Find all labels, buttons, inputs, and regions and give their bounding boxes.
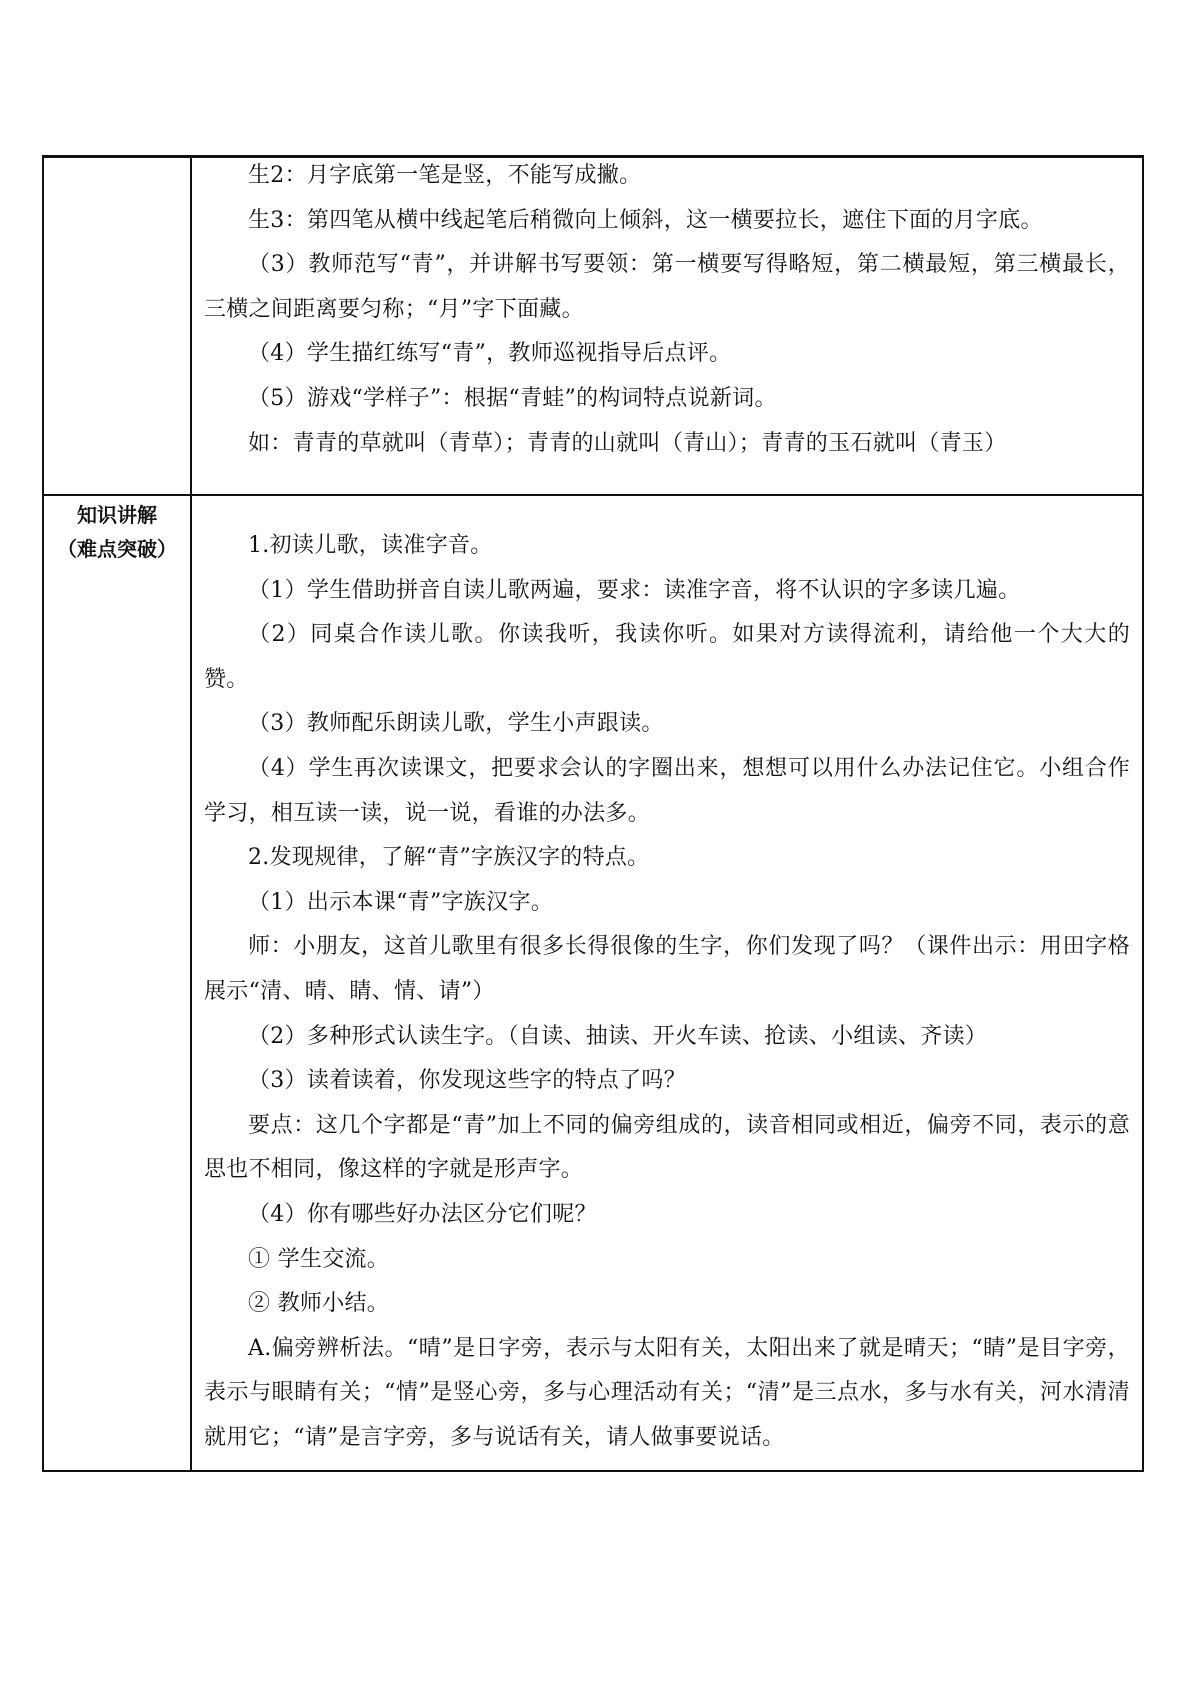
table-row [43,495,1143,1471]
row-label-subtitle: （难点突破） [57,537,177,561]
paragraph: 1.初读儿歌，读准字音。 [248,533,493,558]
paragraph: 生3：第四笔从横中线起笔后稍微向上倾斜，这一横要拉长，遮住下面的月字底。 [248,207,1043,233]
lesson-plan-table [42,155,1144,1472]
paragraph: （3）读着读着，你发现这些字的特点了吗？ [248,1068,686,1094]
paragraph: （2）多种形式认读生字。（自读、抽读、开火车读、抢读、小组读、齐读） [248,1023,988,1049]
paragraph: 师：小朋友，这首儿歌里有很多长得很像的生字，你们发现了吗？（课件出示：用田字格展示“清、晴、睛、情、请”） [204,934,1130,1004]
paragraph: 生2：月字底第一笔是竖，不能写成撇。 [248,163,642,188]
paragraph: （2）同桌合作读儿歌。你读我听，我读你听。如果对方读得流利，请给他一个大大的赞。 [204,622,1130,692]
paragraph: （1）学生借助拼音自读儿歌两遍，要求：读准字音，将不认识的字多读几遍。 [248,577,1021,603]
paragraph: （1）出示本课“青”字族汉字。 [248,889,553,915]
paragraph: 2.发现规律，了解“青”字族汉字的特点。 [248,845,650,871]
paragraph: （5）游戏“学样子”：根据“青蛙”的构词特点说新词。 [248,385,777,411]
paragraph: ① 学生交流。 [248,1246,390,1272]
row-label-title: 知识讲解 [77,503,157,527]
paragraph: （3）教师范写“青”，并讲解书写要领：第一横要写得略短，第二横最短，第三横最长，三横之间距离要匀称；“月”字下面藏。 [204,252,1130,322]
paragraph: 要点：这几个字都是“青”加上不同的偏旁组成的，读音相同或相近，偏旁不同，表示的意思也不相同，像这样的字就是形声字。 [204,1112,1130,1183]
row-label-cell-empty [43,157,191,496]
paragraph: （3）教师配乐朗读儿歌，学生小声跟读。 [248,711,664,737]
row-content-cell [191,157,1143,496]
paragraph: 如：青青的草就叫（青草）；青青的山就叫（青山）；青青的玉石就叫（青玉） [248,430,1007,456]
paragraph: （4）学生再次读课文，把要求会认的字圈出来，想想可以用什么办法记住它。小组合作学习，相互读一读，说一说，看谁的办法多。 [204,755,1130,826]
row-content-cell [191,495,1143,1471]
paragraph: ② 教师小结。 [248,1291,390,1317]
row-label-cell [43,495,191,1471]
paragraph: A.偏旁辨析法。“晴”是日字旁，表示与太阳有关，太阳出来了就是晴天；“睛”是目字旁，表示与眼睛有关；“情”是竖心旁，多与心理活动有关；“清”是三点水，多与水有关，河水清清就用它；“请”是言字旁，多与说话有关，请人做事要说话。 [204,1335,1130,1450]
paragraph: （4）学生描红练写“青”，教师巡视指导后点评。 [248,341,732,367]
table-row [43,157,1143,496]
paragraph: （4）你有哪些好办法区分它们呢？ [248,1201,597,1227]
